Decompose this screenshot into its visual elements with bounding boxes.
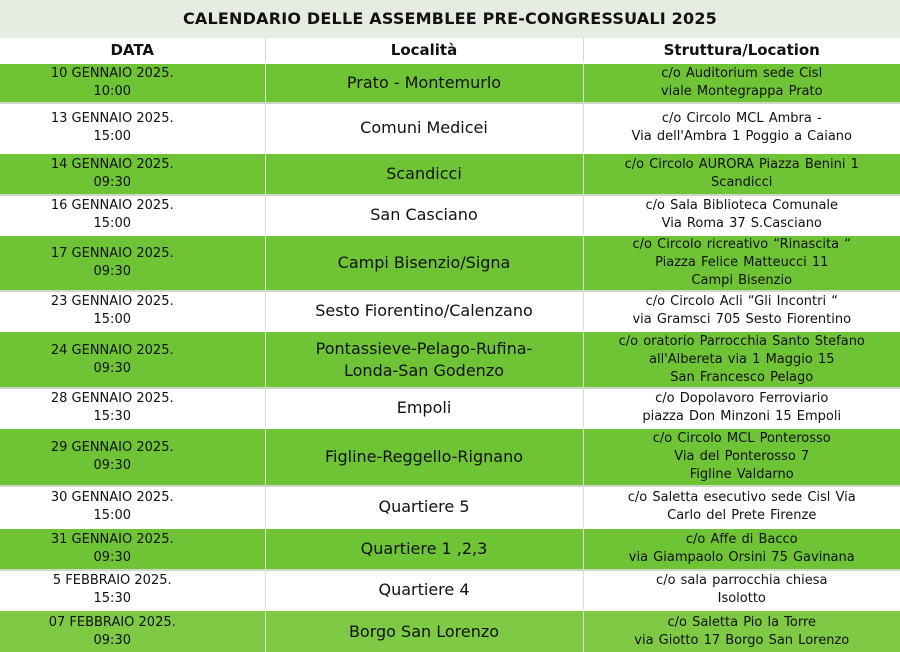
table-row [0, 570, 900, 610]
cell-date: 28 GENNAIO 2025. 15:30 [0, 388, 265, 428]
table-row [0, 103, 900, 153]
header-structure: Struttura/Location [583, 38, 900, 63]
header-date: DATA [0, 38, 265, 63]
cell-date: 23 GENNAIO 2025. 15:00 [0, 291, 265, 331]
cell-structure: c/o sala parrocchia chiesa Isolotto [583, 570, 900, 610]
cell-structure: c/o Saletta Pio la Torre via Giotto 17 Borgo San Lorenzo [583, 610, 900, 652]
cell-location: Pontassieve-Pelago-Rufina- Londa-San Godenzo [265, 331, 583, 388]
table-header-row [0, 38, 900, 63]
cell-date: 30 GENNAIO 2025. 15:00 [0, 486, 265, 528]
cell-location: Comuni Medicei [265, 103, 583, 153]
cell-date: 17 GENNAIO 2025. 09:30 [0, 235, 265, 291]
table-row [0, 528, 900, 570]
cell-location: Campi Bisenzio/Signa [265, 235, 583, 291]
cell-structure: c/o Circolo MCL Ponterosso Via del Ponterosso 7 Figline Valdarno [583, 428, 900, 486]
header-location: Località [265, 38, 583, 63]
cell-date: 5 FEBBRAIO 2025. 15:30 [0, 570, 265, 610]
cell-structure: c/o Affe di Bacco via Giampaolo Orsini 75 Gavinana [583, 528, 900, 570]
table-row [0, 486, 900, 528]
cell-structure: c/o Circolo MCL Ambra - Via dell'Ambra 1 Poggio a Caiano [583, 103, 900, 153]
table-row [0, 388, 900, 428]
cell-date: 31 GENNAIO 2025. 09:30 [0, 528, 265, 570]
cell-location: Empoli [265, 388, 583, 428]
cell-location: Scandicci [265, 153, 583, 195]
cell-date: 24 GENNAIO 2025. 09:30 [0, 331, 265, 388]
cell-date: 16 GENNAIO 2025. 15:00 [0, 195, 265, 235]
cell-location: San Casciano [265, 195, 583, 235]
cell-location: Prato - Montemurlo [265, 63, 583, 103]
cell-structure: c/o Sala Biblioteca Comunale Via Roma 37 S.Casciano [583, 195, 900, 235]
cell-structure: c/o oratorio Parrocchia Santo Stefano all'Albereta via 1 Maggio 15 San Francesco Pelago [583, 331, 900, 388]
page-title: CALENDARIO DELLE ASSEMBLEE PRE-CONGRESSUALI 2025 [0, 0, 900, 38]
cell-structure: c/o Saletta esecutivo sede Cisl Via Carlo del Prete Firenze [583, 486, 900, 528]
cell-date: 14 GENNAIO 2025. 09:30 [0, 153, 265, 195]
cell-location: Quartiere 5 [265, 486, 583, 528]
cell-location: Quartiere 1 ,2,3 [265, 528, 583, 570]
table-row [0, 153, 900, 195]
table-row [0, 610, 900, 652]
table-row [0, 63, 900, 103]
cell-date: 29 GENNAIO 2025. 09:30 [0, 428, 265, 486]
cell-location: Sesto Fiorentino/Calenzano [265, 291, 583, 331]
table-row [0, 291, 900, 331]
cell-location: Figline-Reggello-Rignano [265, 428, 583, 486]
cell-structure: c/o Circolo AURORA Piazza Benini 1 Scandicci [583, 153, 900, 195]
assemblies-table [0, 38, 900, 652]
cell-date: 13 GENNAIO 2025. 15:00 [0, 103, 265, 153]
cell-location: Quartiere 4 [265, 570, 583, 610]
cell-location: Borgo San Lorenzo [265, 610, 583, 652]
cell-date: 10 GENNAIO 2025. 10:00 [0, 63, 265, 103]
cell-structure: c/o Circolo ricreativo “Rinascita “ Piazza Felice Matteucci 11 Campi Bisenzio [583, 235, 900, 291]
cell-structure: c/o Dopolavoro Ferroviario piazza Don Minzoni 15 Empoli [583, 388, 900, 428]
cell-structure: c/o Circolo Acli “Gli Incontri “ via Gramsci 705 Sesto Fiorentino [583, 291, 900, 331]
cell-structure: c/o Auditorium sede Cisl viale Montegrappa Prato [583, 63, 900, 103]
table-row [0, 428, 900, 486]
cell-date: 07 FEBBRAIO 2025. 09:30 [0, 610, 265, 652]
table-row [0, 195, 900, 235]
table-row [0, 331, 900, 388]
table-row [0, 235, 900, 291]
